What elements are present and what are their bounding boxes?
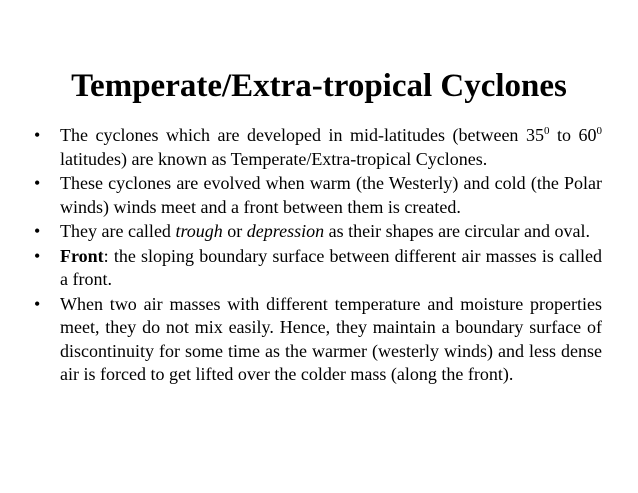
emphasis-trough: trough	[175, 221, 223, 241]
bullet-text: or	[222, 221, 247, 241]
bullet-marker: •	[34, 293, 41, 314]
bullet-marker: •	[34, 245, 41, 266]
term-front: Front	[60, 245, 104, 266]
bullet-marker: •	[34, 125, 41, 145]
slide-title: Temperate/Extra-tropical Cyclones	[71, 68, 567, 104]
bullet-marker: •	[34, 221, 41, 241]
bullet-text: The cyclones which are developed in mid-latitudes (between 35	[60, 125, 544, 145]
bullet-item-air-masses	[34, 293, 602, 387]
bullet-text: They are called	[60, 221, 176, 241]
bullet-list	[34, 124, 602, 388]
bullet-item-evolution	[34, 172, 602, 219]
bullet-text: latitudes) are known as Temperate/Extra-tropical Cyclones.	[60, 148, 488, 169]
bullet-marker: •	[34, 173, 41, 193]
bullet-text: When two air masses with different temperature and moisture properties meet, they do not mix easily. Hence, they maintain a boundary surface of discontinuity for some time as the warmer (westerly winds) and less dense air is forced to get lifted over the colder mass (along the front).	[60, 293, 602, 384]
bullet-text: as their shapes are circular and oval.	[324, 221, 590, 241]
emphasis-depression: depression	[246, 221, 325, 241]
bullet-item-front	[34, 245, 602, 292]
bullet-item-latitudes	[34, 124, 602, 171]
bullet-text: to 60	[549, 125, 597, 145]
bullet-text: These cyclones are evolved when warm (the Westerly) and cold (the Polar winds) winds meet and a front between them is created.	[60, 173, 602, 217]
degree-superscript: 0	[596, 125, 602, 137]
bullet-item-trough	[34, 220, 602, 244]
degree-superscript: 0	[543, 125, 550, 137]
bullet-text: : the sloping boundary surface between different air masses is called a front.	[60, 245, 602, 289]
